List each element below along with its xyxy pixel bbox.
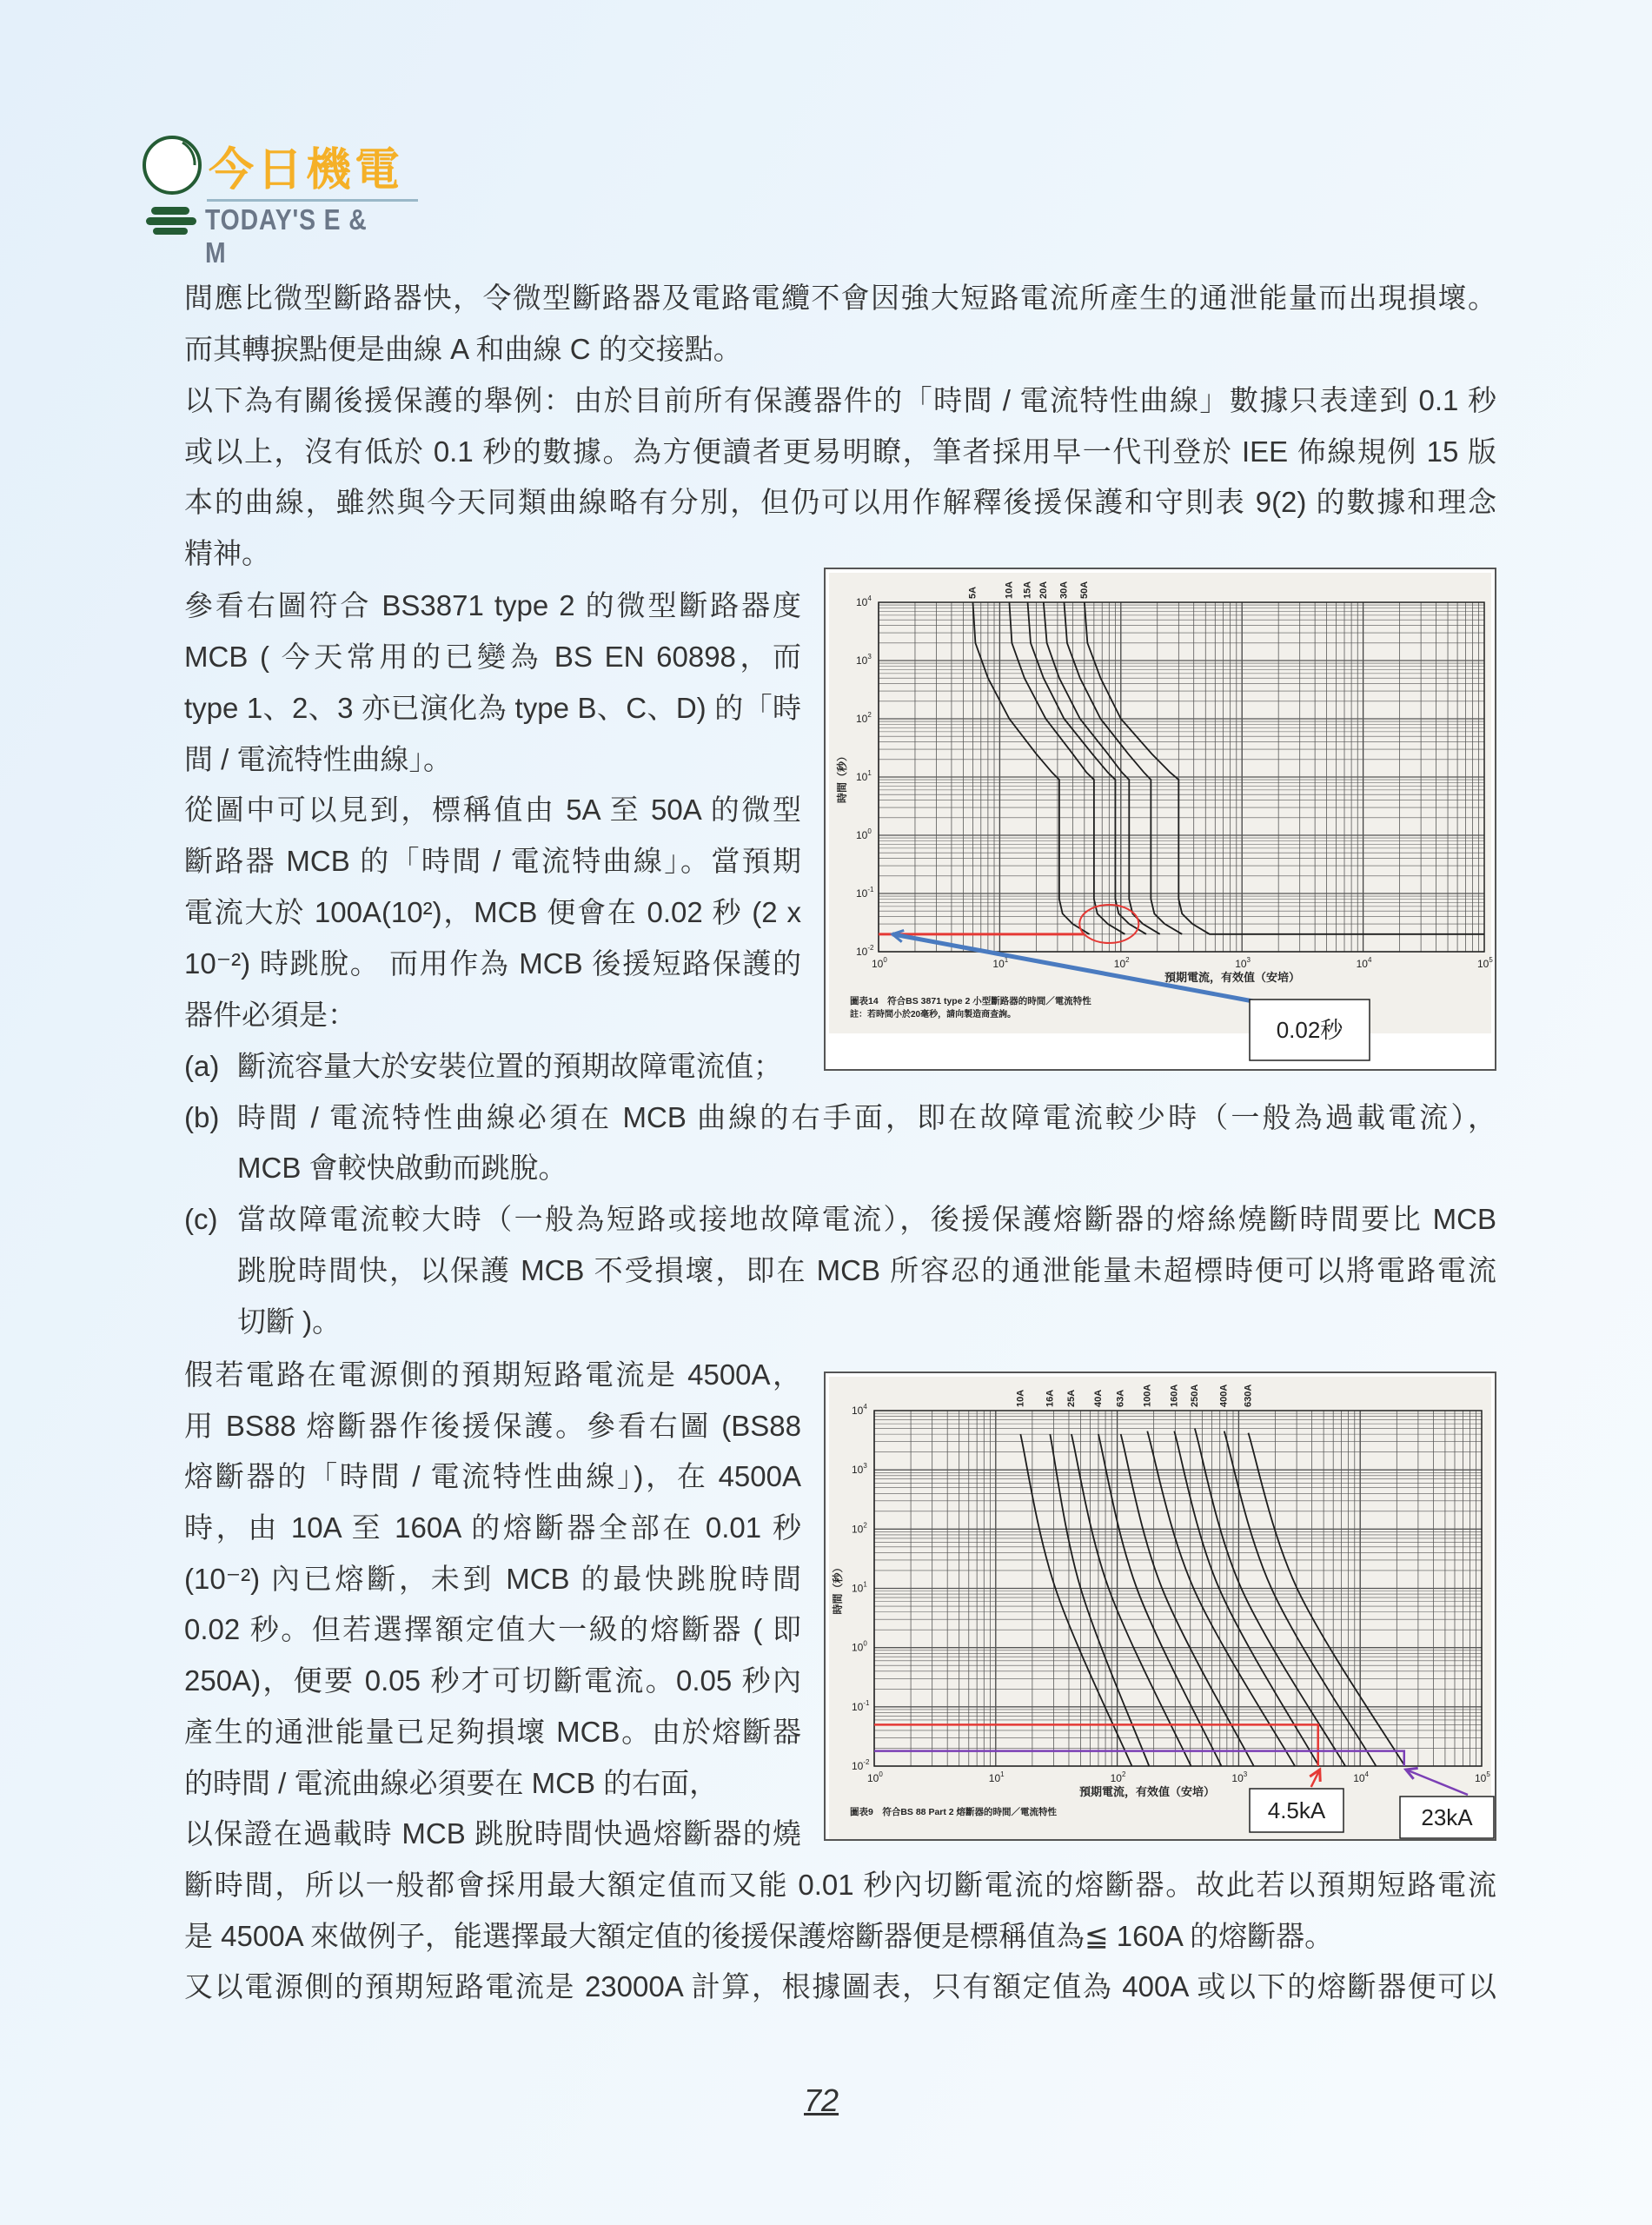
text-line: 假若電路在電源側的預期短路電流是 4500A， [184, 1358, 801, 1391]
x-tick-label: $10^4$ [1356, 956, 1372, 970]
x-tick-label: $10^0$ [867, 1770, 883, 1784]
tick-exponent: 3 [867, 653, 872, 661]
x-tick-label: $10^2$ [1110, 1770, 1126, 1784]
text-line: MCB ( 今天常用的已變為 BS EN 60898，而 [184, 640, 801, 673]
text-line: 參看右圖符合 BS3871 type 2 的微型斷路器度 [184, 589, 801, 621]
fuse-characteristic-figure [824, 1372, 1496, 1841]
text-line: 精神。 [184, 537, 270, 570]
text-line: 時，由 10A 至 160A 的熔斷器全部在 0.01 秒 [184, 1511, 801, 1544]
y-tick-label: $10^{-1}$ [852, 1698, 870, 1713]
list-label: (a) [184, 1049, 220, 1082]
text-line: 又以電源側的預期短路電流是 23000A 計算，根據圖表，只有額定值為 400A 或以下的熔斷器便可以 [184, 1970, 1496, 2003]
page-number: 72 [804, 2082, 839, 2118]
y-tick-label: $10^{-1}$ [856, 886, 874, 900]
tick-exponent: 1 [863, 1580, 867, 1589]
text-line: 10⁻²) 時跳脫。 而用作為 MCB 後援短路保護的 [184, 947, 801, 980]
x-tick-label: $10^1$ [992, 956, 1009, 970]
series-label: 20A [1038, 581, 1049, 599]
x-axis-label: 預期電流，有效值（安培） [1164, 971, 1301, 984]
tick-exponent: 5 [1489, 956, 1493, 964]
series-label: 15A [1022, 581, 1033, 599]
tick-exponent: 2 [1125, 956, 1130, 964]
text-line: 斷時間，所以一般都會採用最大額定值而又能 0.01 秒內切斷電流的熔斷器。故此若以預期短路電流 [184, 1868, 1496, 1901]
figure-caption: 圖表9 符合BS 88 Part 2 熔斷器的時間／電流特性 [850, 1807, 1058, 1817]
logo-divider [207, 199, 418, 202]
time-label-text: 0.02秒 [1276, 1017, 1343, 1043]
series-label: 10A [1015, 1389, 1026, 1407]
list-label: (b) [184, 1100, 220, 1133]
text-line: (10⁻²) 內已熔斷，未到 MCB 的最快跳脫時間 [184, 1562, 801, 1595]
series-label: 50A [1078, 581, 1090, 599]
text-line: 跳脫時間快，以保護 MCB 不受損壞，即在 MCB 所容忍的通泄能量未超標時便可以將電路電流 [237, 1254, 1496, 1287]
x-tick-label: $10^3$ [1235, 956, 1251, 970]
text-line: 而其轉捩點便是曲線 A 和曲線 C 的交接點。 [184, 332, 742, 365]
lightbulb-icon [139, 130, 209, 235]
scan-background [829, 1377, 1491, 1839]
current-label-text: 23kA [1421, 1804, 1473, 1830]
tick-exponent: 1 [1004, 956, 1009, 964]
logo-chinese-name: 今日機電 [209, 145, 404, 196]
tick-exponent: 1 [867, 769, 872, 777]
text-line: type 1、2、3 亦已演化為 type B、C、D) 的「時 [184, 691, 801, 724]
tick-exponent: 2 [867, 711, 872, 719]
figure-note: 註：若時間小於20毫秒，請向製造商查詢。 [850, 1010, 1017, 1020]
x-tick-label: $10^0$ [872, 956, 887, 970]
tick-exponent: -1 [867, 886, 874, 893]
text-line: 或以上，沒有低於 0.1 秒的數據。為方便讀者更易明瞭，筆者採用早一代刊登於 IEE 佈線規例 15 版 [184, 435, 1496, 468]
current-label-text: 4.5kA [1267, 1797, 1326, 1823]
x-tick-label: $10^2$ [1113, 956, 1130, 970]
text-line: 是 4500A 來做例子，能選擇最大額定值的後援保護熔斷器便是標稱值為≦ 160A 的熔斷器。 [184, 1919, 1334, 1952]
y-tick-label: $10^4$ [852, 1403, 867, 1417]
series-label: 100A [1142, 1384, 1153, 1407]
text-line: MCB 會較快啟動而跳脫。 [237, 1152, 567, 1185]
text-line: 切斷 )。 [237, 1305, 342, 1338]
text-line: 間 / 電流特性曲線」。 [184, 742, 453, 775]
criteria-item-b [184, 1093, 1496, 1144]
y-tick-label: $10^2$ [856, 711, 872, 725]
y-tick-label: $10^4$ [856, 594, 872, 608]
tick-exponent: 0 [863, 1639, 867, 1648]
text-line: 以保證在過載時 MCB 跳脫時間快過熔斷器的燒 [184, 1817, 801, 1850]
text-line: 的時間 / 電流曲線必須要在 MCB 的右面， [184, 1766, 719, 1799]
text-line: 以下為有關後援保護的舉例：由於目前所有保護器件的「時間 / 電流特性曲線」數據只表達到 0.1 秒 [184, 383, 1496, 416]
text-line: 0.02 秒。但若選擇額定值大一級的熔斷器 ( 即 [184, 1613, 801, 1646]
series-label: 5A [967, 586, 979, 599]
list-label: (c) [184, 1203, 218, 1236]
series-label: 63A [1115, 1389, 1126, 1407]
tick-exponent: 4 [1367, 956, 1372, 964]
criteria-item-c [184, 1194, 1496, 1245]
y-tick-label: $10^2$ [852, 1521, 867, 1536]
series-label: 30A [1058, 581, 1070, 599]
tick-exponent: -2 [863, 1758, 870, 1766]
list-text: 斷流容量大於安裝位置的預期故障電流值； [237, 1049, 782, 1082]
y-axis-label: 時間（秒） [836, 750, 848, 803]
y-axis-label: 時間（秒） [832, 1562, 844, 1615]
tick-exponent: -1 [863, 1698, 870, 1707]
tick-exponent: 4 [863, 1403, 867, 1411]
x-tick-label: $10^3$ [1231, 1770, 1248, 1784]
logo-english-name: TODAY'S E & M [205, 203, 368, 269]
series-label: 10A [1004, 581, 1015, 599]
x-tick-label: $10^1$ [988, 1770, 1005, 1784]
text-line: 電流大於 100A(10²)，MCB 便會在 0.02 秒 (2 x [184, 896, 801, 929]
y-tick-label: $10^{-2}$ [852, 1758, 870, 1772]
x-tick-label: $10^4$ [1353, 1770, 1370, 1784]
x-tick-label: $10^5$ [1475, 1770, 1490, 1784]
figure-caption: 圖表14 符合BS 3871 type 2 小型斷路器的時間／電流特性 [850, 996, 1091, 1006]
tick-exponent: 0 [883, 956, 887, 964]
series-label: 25A [1065, 1389, 1077, 1407]
text-line: 從圖中可以見到，標稱值由 5A 至 50A 的微型 [184, 794, 801, 827]
tick-exponent: 3 [1243, 1770, 1248, 1778]
text-line: 間應比微型斷路器快，令微型斷路器及電路電纜不會因強大短路電流所產生的通泄能量而出現損壞。 [184, 282, 1496, 314]
series-label: 40A [1092, 1389, 1104, 1407]
text-line: 斷路器 MCB 的「時間 / 電流特曲線」。當預期 [184, 845, 801, 878]
tick-exponent: 0 [879, 1770, 883, 1778]
y-tick-label: $10^3$ [856, 653, 872, 667]
text-line: 用 BS88 熔斷器作後援保護。參看右圖 (BS88 [184, 1409, 801, 1442]
series-label: 630A [1243, 1384, 1254, 1407]
list-text: 當故障電流較大時（一般為短路或接地故障電流），後援保護熔斷器的熔絲燒斷時間要比 MCB [237, 1203, 1496, 1236]
y-tick-label: $10^{-2}$ [856, 944, 874, 958]
tick-exponent: 0 [867, 827, 872, 835]
todays-em-logo [139, 130, 417, 269]
x-tick-label: $10^5$ [1477, 956, 1493, 970]
series-label: 16A [1045, 1389, 1056, 1407]
tick-exponent: 3 [863, 1462, 867, 1471]
y-tick-label: $10^3$ [852, 1462, 867, 1477]
fuse-time-current-chart [826, 1373, 1495, 1839]
tick-exponent: 5 [1486, 1770, 1490, 1778]
series-label: 160A [1169, 1384, 1180, 1407]
list-text: 時間 / 電流特性曲線必須在 MCB 曲線的右手面，即在故障電流較少時（一般為過載電流）， [237, 1100, 1496, 1133]
tick-exponent: 1 [1000, 1770, 1005, 1778]
y-tick-label: $10^0$ [852, 1639, 867, 1654]
tick-exponent: 4 [867, 594, 872, 602]
scan-background [829, 573, 1491, 1033]
tick-exponent: 3 [1246, 956, 1251, 964]
tick-exponent: 4 [1364, 1770, 1370, 1778]
x-axis-label: 預期電流，有效值（安培） [1079, 1785, 1216, 1798]
mcb-time-current-chart [826, 569, 1495, 1069]
tick-exponent: -2 [867, 944, 874, 952]
tick-exponent: 2 [1121, 1770, 1126, 1778]
mcb-characteristic-figure [824, 568, 1496, 1071]
text-line: 產生的通泄能量已足夠損壞 MCB。由於熔斷器 [184, 1715, 801, 1748]
y-tick-label: $10^1$ [856, 769, 872, 783]
text-line: 250A)，便要 0.05 秒才可切斷電流。0.05 秒內 [184, 1664, 801, 1697]
y-tick-label: $10^0$ [856, 827, 872, 841]
tick-exponent: 2 [863, 1521, 867, 1530]
series-label: 400A [1218, 1384, 1230, 1407]
series-label: 250A [1189, 1384, 1200, 1407]
y-tick-label: $10^1$ [852, 1580, 867, 1595]
intro-text [184, 273, 1496, 580]
text-line: 熔斷器的「時間 / 電流特性曲線」)，在 4500A [184, 1460, 801, 1493]
text-line: 本的曲線，雖然與今天同類曲線略有分別，但仍可以用作解釋後援保護和守則表 9(2) 的數據和理念 [184, 486, 1496, 519]
text-line: 器件必須是： [184, 998, 356, 1031]
